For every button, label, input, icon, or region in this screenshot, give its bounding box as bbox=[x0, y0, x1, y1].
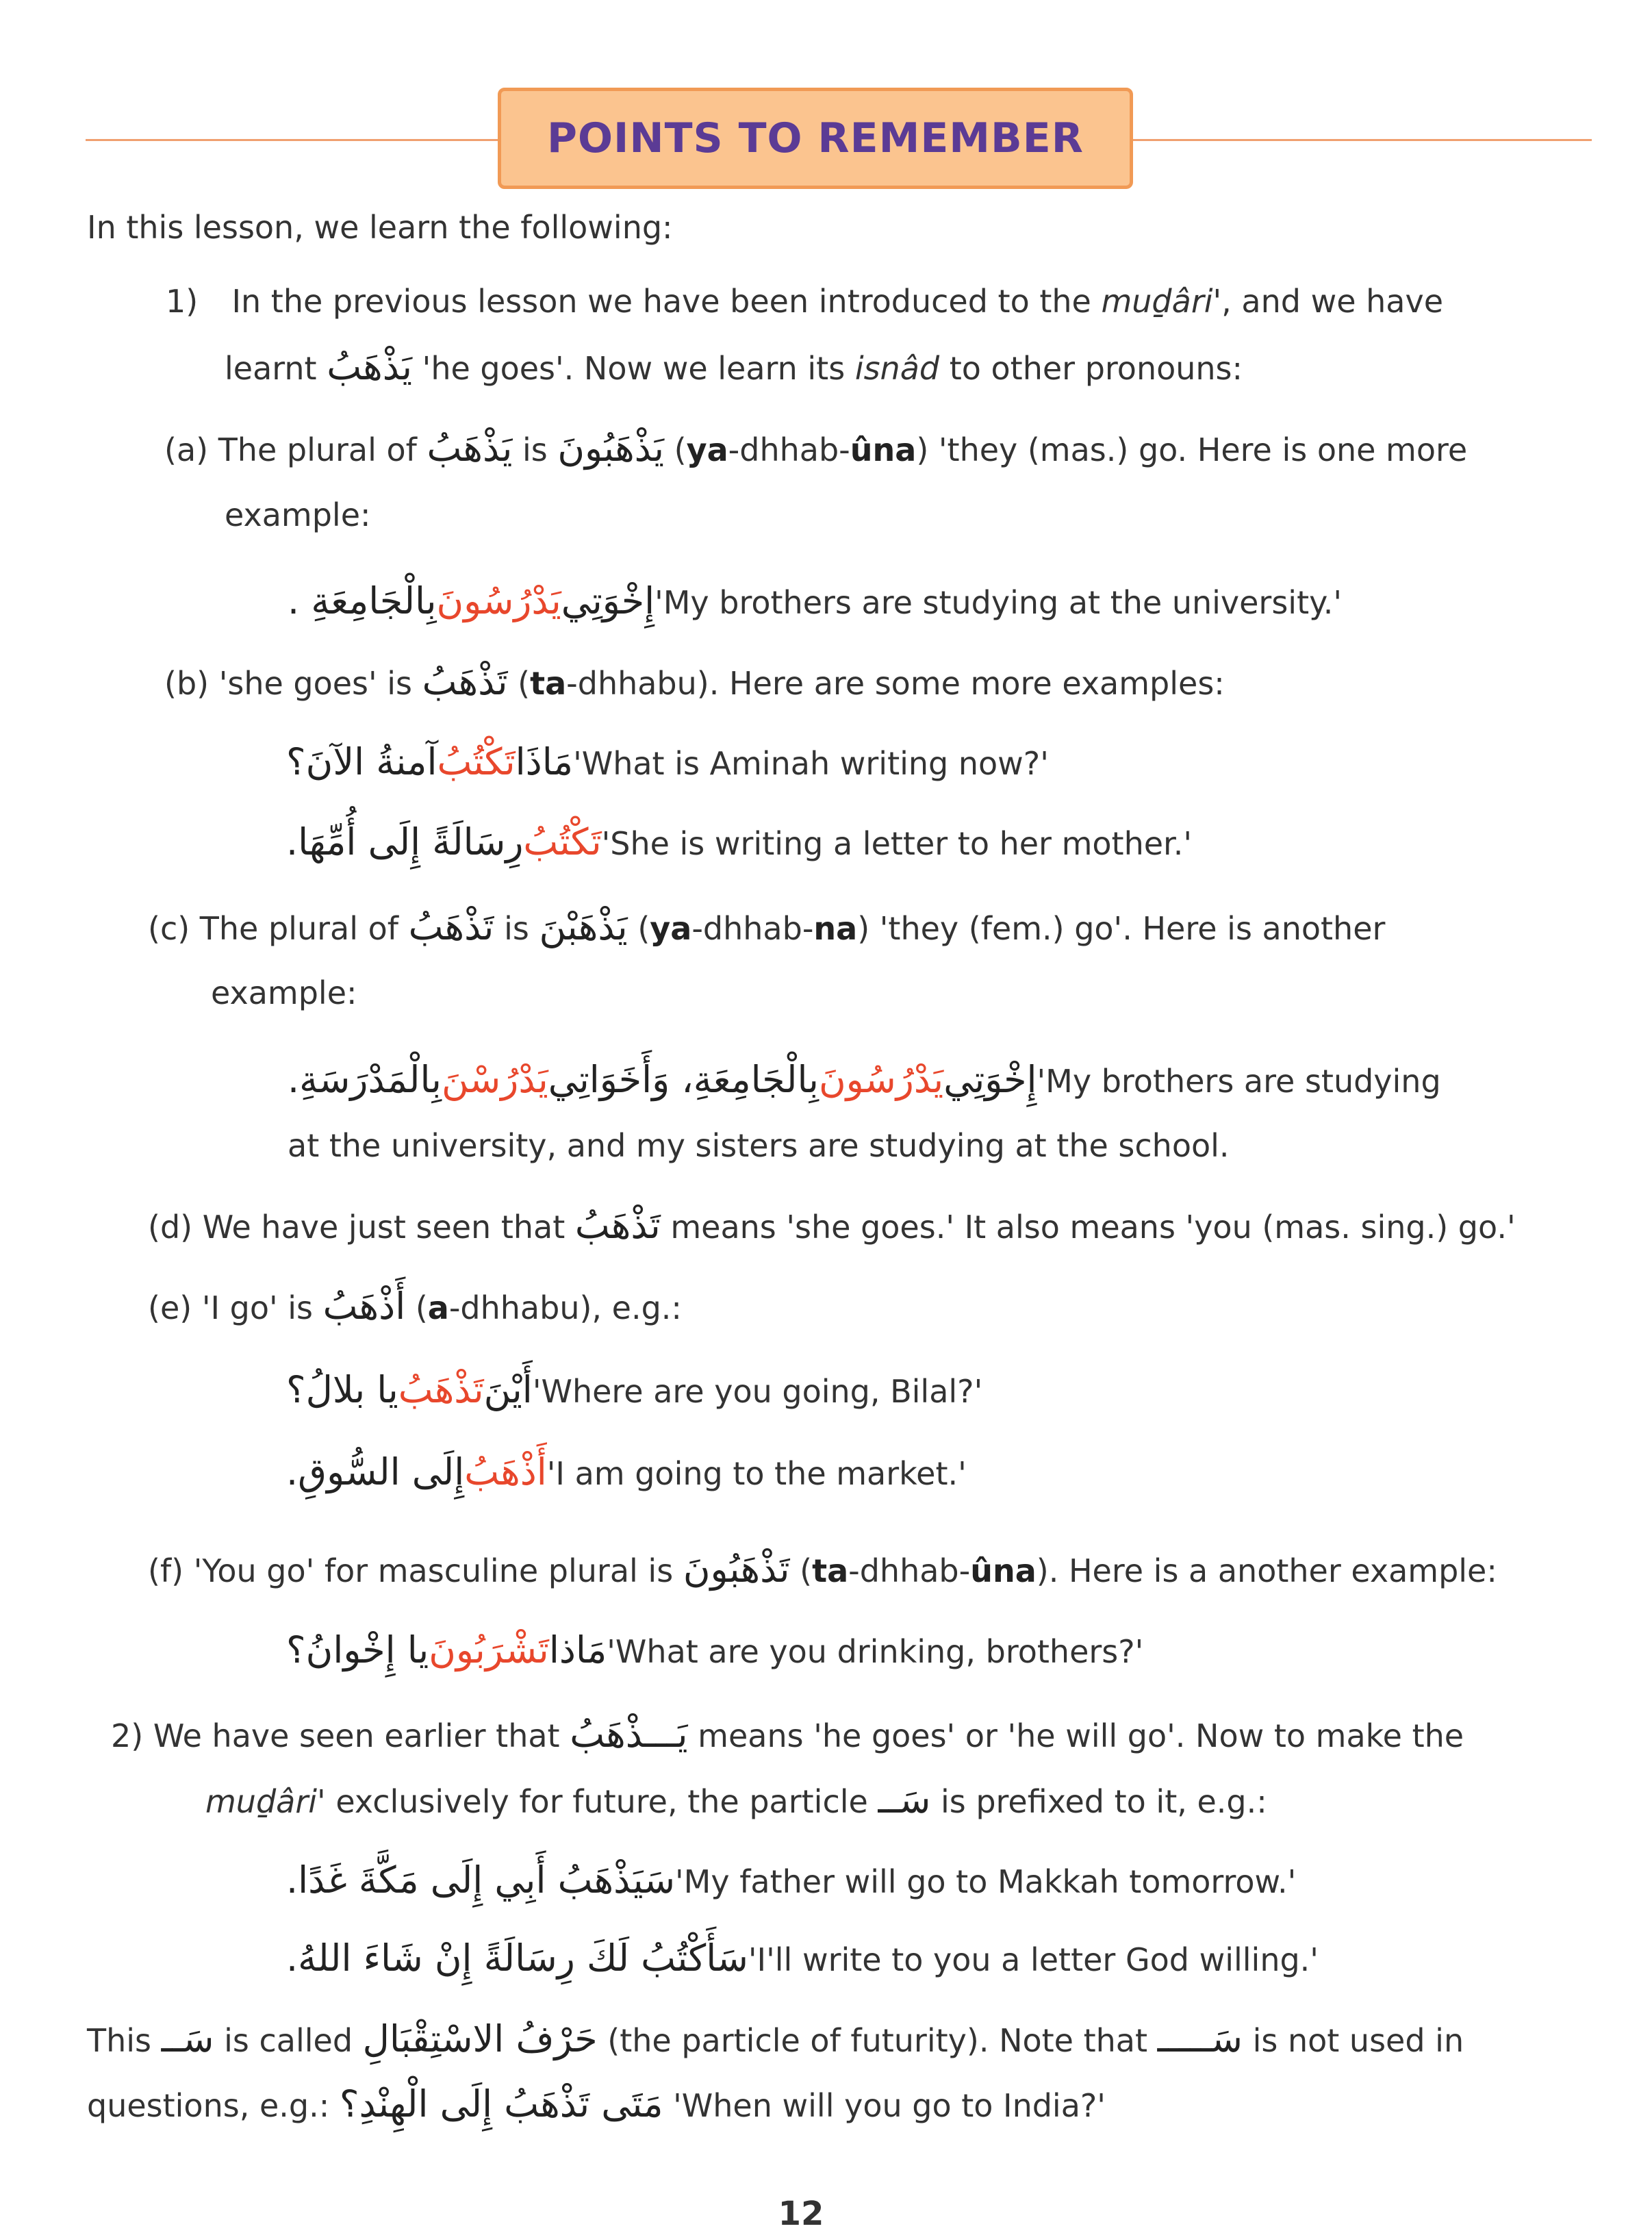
point1-text: In the previous lesson we have been introduced to the bbox=[231, 283, 1102, 320]
arabic-word: مَاذَا bbox=[515, 740, 574, 783]
translit-mid: -dhhab- bbox=[691, 910, 814, 947]
point1-l2-text-c: to other pronouns: bbox=[939, 350, 1243, 387]
item-e-line1 bbox=[148, 1286, 682, 1327]
closing-line1 bbox=[87, 2019, 1464, 2060]
arabic-sentence bbox=[288, 581, 655, 623]
item-b-example1 bbox=[286, 742, 1049, 783]
arabic-word: آمنةُ الآنَ؟ bbox=[286, 740, 437, 783]
translation: 'She is writing a letter to her mother.' bbox=[601, 825, 1192, 862]
arabic-sentence bbox=[286, 1452, 547, 1494]
arabic-word: يَذْهَبُونَ bbox=[557, 427, 665, 470]
arabic-verb-highlight: تَكْتُبُ bbox=[523, 820, 602, 863]
item-e-example2 bbox=[286, 1452, 967, 1493]
closing-l2-text: questions, e.g.: bbox=[87, 2087, 340, 2124]
closing-text-d: is not used in bbox=[1242, 2022, 1464, 2059]
point2-example2 bbox=[286, 1938, 1319, 1979]
term-isnad: isnâd bbox=[854, 350, 940, 387]
arabic-verb-highlight: تَكْتُبُ bbox=[437, 740, 516, 783]
intro-line bbox=[87, 207, 673, 248]
arabic-sentence: مَتَى تَذْهَبُ إِلَى الْهِنْدِ؟ bbox=[339, 2082, 663, 2125]
closing-text: This bbox=[87, 2022, 162, 2059]
arabic-word: تَذْهَبُ bbox=[422, 660, 508, 703]
item-d-line bbox=[148, 1205, 1516, 1246]
arabic-word: مَاذا bbox=[548, 1628, 607, 1671]
translation: 'I'll write to you a letter God willing.' bbox=[748, 1941, 1319, 1978]
term-mudari: muḏâri' bbox=[205, 1783, 326, 1820]
arabic-verb-highlight: يَدْرُسُونَ bbox=[818, 1058, 944, 1101]
item-c-example bbox=[288, 1059, 1441, 1100]
arabic-word: إِخْوَتِي bbox=[561, 579, 655, 622]
translit-open: ( bbox=[627, 910, 650, 947]
item-e-rest: -dhhabu), e.g.: bbox=[448, 1289, 682, 1326]
closing-text-b: is called bbox=[214, 2022, 363, 2059]
item-c-line1 bbox=[148, 907, 1385, 948]
point2-text: 2) We have seen earlier that bbox=[111, 1717, 570, 1754]
arabic-verb-highlight: تَذْهَبُ bbox=[398, 1368, 484, 1411]
item-f-line1 bbox=[148, 1549, 1497, 1590]
arabic-word: تَذْهَبُ bbox=[408, 905, 494, 948]
item-a-cont: example: bbox=[225, 496, 371, 533]
item-a-is: is bbox=[512, 431, 558, 468]
intro-text: In this lesson, we learn the following: bbox=[87, 209, 673, 246]
arabic-word: يَذْهَبُ bbox=[327, 345, 413, 388]
point1-text-b: , and we have bbox=[1221, 283, 1443, 320]
item-a-rest: ) 'they (mas.) go. Here is one more bbox=[916, 431, 1468, 468]
point1-l2-text: learnt bbox=[225, 350, 327, 387]
point1-l2-text-b: 'he goes'. Now we learn its bbox=[412, 350, 855, 387]
translit-open: ( bbox=[789, 1552, 813, 1589]
arabic-sentence bbox=[286, 742, 573, 784]
point1-line1 bbox=[166, 281, 1443, 322]
translit-mid: -dhhab- bbox=[728, 431, 850, 468]
item-f-example bbox=[286, 1630, 1143, 1671]
arabic-word: بِالْجَامِعَةِ، وَأَخَوَاتِي bbox=[548, 1058, 819, 1101]
title-box bbox=[498, 88, 1133, 189]
translation: 'Where are you going, Bilal?' bbox=[532, 1373, 983, 1410]
item-c-label: (c) The plural of bbox=[148, 910, 409, 947]
point2-line2 bbox=[205, 1780, 1267, 1821]
arabic-word: إِلَى السُّوقِ. bbox=[286, 1450, 465, 1493]
point1-number: 1) bbox=[166, 283, 199, 320]
item-c-rest: ) 'they (fem.) go'. Here is another bbox=[857, 910, 1386, 947]
arabic-word: يَـــذْهَبُ bbox=[570, 1713, 688, 1756]
item-c-example-cont bbox=[288, 1125, 1230, 1166]
point2-line1 bbox=[111, 1714, 1464, 1755]
arabic-word: يا إِخْوانُ؟ bbox=[286, 1628, 429, 1671]
point2-l2-text-b: is prefixed to it, e.g.: bbox=[930, 1783, 1267, 1820]
item-d-label: (d) We have just seen that bbox=[148, 1209, 575, 1246]
translit-bold: ûna bbox=[970, 1552, 1037, 1589]
translation: 'I am going to the market.' bbox=[546, 1455, 967, 1492]
translit-open: ( bbox=[507, 665, 531, 702]
arabic-word: بِالْجَامِعَةِ . bbox=[288, 579, 437, 622]
item-b-rest: -dhhabu). Here are some more examples: bbox=[566, 665, 1225, 702]
translation-cont: at the university, and my sisters are studying at the school. bbox=[288, 1127, 1230, 1164]
item-d-rest: means 'she goes.' It also means 'you (mas. sing.) go.' bbox=[660, 1209, 1516, 1246]
arabic-sentence bbox=[286, 1630, 607, 1672]
arabic-verb-highlight: تَشْرَبُونَ bbox=[429, 1628, 549, 1671]
arabic-word: بِالْمَدْرَسَةِ. bbox=[288, 1058, 442, 1101]
translit-bold: ya bbox=[686, 431, 728, 468]
term-mudari: muḏâri' bbox=[1101, 283, 1222, 320]
page-number: 12 bbox=[778, 2195, 824, 2233]
item-b-example2 bbox=[286, 822, 1192, 863]
translit-open: ( bbox=[664, 431, 687, 468]
arabic-particle: سَـــــ bbox=[1157, 2017, 1243, 2060]
translation: 'My brothers are studying bbox=[1037, 1063, 1441, 1100]
arabic-word: إِخْوَتِي bbox=[943, 1058, 1037, 1101]
translit-open: ( bbox=[405, 1289, 428, 1326]
arabic-word: تَذْهَبُونَ bbox=[683, 1548, 790, 1591]
translit-mid: -dhhab- bbox=[848, 1552, 971, 1589]
point2-example1 bbox=[286, 1860, 1296, 1901]
translit-bold: ya bbox=[650, 910, 692, 947]
point2-l2-text: exclusively for future, the particle bbox=[325, 1783, 878, 1820]
item-c-cont: example: bbox=[211, 974, 357, 1011]
translation: 'My brothers are studying at the university.' bbox=[655, 584, 1343, 621]
item-b-label: (b) 'she goes' is bbox=[164, 665, 422, 702]
translation: 'My father will go to Makkah tomorrow.' bbox=[675, 1863, 1297, 1900]
translation: 'When will you go to India?' bbox=[663, 2087, 1106, 2124]
arabic-sentence: سَيَذْهَبُ أَبِي إِلَى مَكَّةَ غَدًا. bbox=[286, 1858, 676, 1902]
closing-line2 bbox=[87, 2084, 1106, 2125]
translit-bold: ta bbox=[530, 665, 567, 702]
arabic-verb-highlight: أَذْهَبُ bbox=[464, 1450, 547, 1493]
arabic-sentence bbox=[286, 1370, 533, 1412]
point1-line2 bbox=[225, 346, 1243, 388]
arabic-word: أَذْهَبُ bbox=[322, 1285, 406, 1328]
translit-bold: na bbox=[813, 910, 858, 947]
arabic-word: يا بلالُ؟ bbox=[286, 1368, 398, 1411]
item-e-label: (e) 'I go' is bbox=[148, 1289, 323, 1326]
point2-text-b: means 'he goes' or 'he will go'. Now to make the bbox=[687, 1717, 1464, 1754]
arabic-word: أَيْنَ bbox=[483, 1368, 533, 1411]
arabic-particle: سَــ bbox=[878, 1778, 931, 1821]
arabic-verb-highlight: يَدْرُسْنَ bbox=[441, 1058, 548, 1101]
translit-bold: ûna bbox=[850, 431, 917, 468]
item-f-rest: ). Here is a another example: bbox=[1036, 1552, 1497, 1589]
item-a-label: (a) The plural of bbox=[164, 431, 427, 468]
header-rule-left bbox=[86, 139, 500, 141]
arabic-particle: سَــ bbox=[161, 2017, 214, 2060]
arabic-word: يَذْهَبُ bbox=[427, 427, 513, 470]
item-e-example1 bbox=[286, 1370, 982, 1411]
header-rule-right bbox=[1133, 139, 1592, 141]
arabic-term: حَرْفُ الاسْتِقْبَالِ bbox=[362, 2017, 598, 2060]
item-b-line1 bbox=[164, 661, 1225, 703]
translation: 'What are you drinking, brothers?' bbox=[607, 1633, 1144, 1670]
arabic-sentence bbox=[288, 1059, 1037, 1102]
item-f-label: (f) 'You go' for masculine plural is bbox=[148, 1552, 683, 1589]
item-c-is: is bbox=[494, 910, 539, 947]
item-a-example bbox=[288, 581, 1342, 622]
translation: 'What is Aminah writing now?' bbox=[573, 745, 1049, 782]
arabic-word: يَذْهَبْنَ bbox=[539, 905, 628, 948]
translit-bold: a bbox=[427, 1289, 449, 1326]
arabic-sentence: سَأَكْتُبُ لَكَ رِسَالَةً إِنْ شَاءَ اللهُ. bbox=[286, 1936, 748, 1980]
arabic-sentence bbox=[286, 822, 602, 864]
closing-text-c: (the particle of futurity). Note that bbox=[597, 2022, 1158, 2059]
item-a-line2 bbox=[225, 494, 371, 535]
translit-bold: ta bbox=[812, 1552, 849, 1589]
item-a-line1 bbox=[164, 428, 1467, 469]
page-title: POINTS TO REMEMBER bbox=[547, 114, 1084, 162]
arabic-word: تَذْهَبُ bbox=[574, 1204, 661, 1247]
item-c-line2 bbox=[211, 972, 357, 1013]
arabic-word: رِسَالَةً إِلَى أُمِّهَا. bbox=[286, 820, 524, 863]
arabic-verb-highlight: يَدْرُسُونَ bbox=[436, 579, 561, 622]
